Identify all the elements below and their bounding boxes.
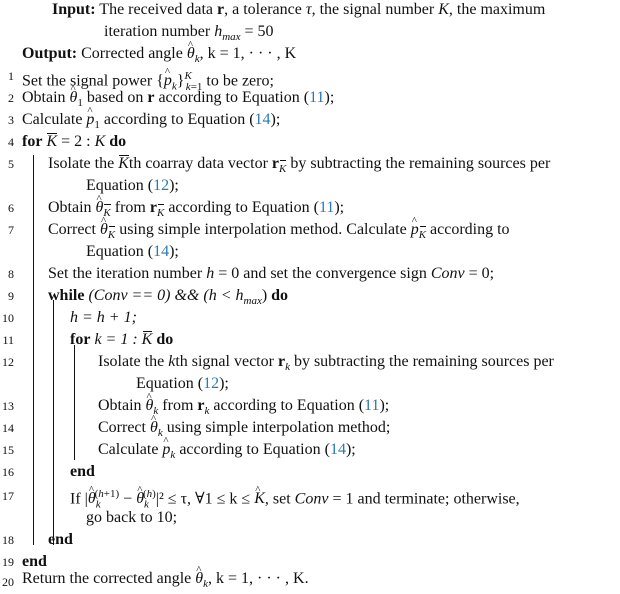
equation-link[interactable]: 14 — [254, 111, 271, 128]
line-number: 12 — [2, 355, 14, 369]
algo-line-19: end — [22, 553, 47, 570]
equation-link[interactable]: 12 — [203, 375, 220, 392]
equation-link[interactable]: 14 — [329, 441, 346, 458]
for-block-bar — [33, 155, 34, 545]
line-number: 8 — [8, 267, 14, 281]
algo-line-7b: Equation (14); — [86, 243, 179, 260]
algo-line-3: Calculate ^ $p_1$ according to Equation (14); — [22, 110, 280, 135]
line-number: 20 — [2, 575, 14, 589]
line-number: 18 — [2, 533, 14, 547]
line-number: 17 — [2, 489, 14, 503]
equation-link[interactable]: 11 — [309, 89, 325, 106]
equation-link[interactable]: 11 — [318, 199, 335, 216]
algo-line-4: for K = 2 : K do — [22, 133, 127, 150]
algo-line-10: h = h + 1; — [70, 309, 137, 326]
equation-link[interactable]: 12 — [153, 177, 170, 194]
input-line: Input: The received data r, a tolerance τ, the signal number K, the maximum — [52, 1, 546, 18]
line-number: 11 — [2, 333, 14, 347]
line-number: 1 — [8, 69, 14, 83]
algo-line-7: Correct ^ $\theta_K$ using simple interpolation method. Calculate ^ $p_K$ according to — [48, 220, 510, 245]
line-number: 9 — [8, 289, 14, 303]
line-number: 10 — [2, 311, 14, 325]
algo-line-1: Set the signal power {^ $p_k\}^K_{k=1}$ to be zero; — [22, 66, 274, 97]
algo-line-5: Isolate the Kth coarray data vector $r_K$ by subtracting the remaining sources per — [48, 154, 550, 179]
algo-line-13: Obtain ^ $\theta_k$ from $r_k$ according to Equation (11); — [98, 396, 389, 421]
while-block-bar — [53, 300, 54, 545]
line-number: 2 — [8, 91, 14, 105]
input-label: Input: — [52, 1, 96, 18]
algo-line-12: Isolate the kth signal vector $r_k$ by subtracting the remaining sources per — [98, 353, 554, 374]
algo-line-5b: Equation (12); — [86, 177, 179, 194]
line-number: 16 — [2, 465, 14, 479]
algo-line-17b: go back to 10; — [86, 509, 178, 526]
inner-for-block-bar — [74, 345, 75, 460]
line-number: 7 — [8, 223, 14, 237]
line-number: 15 — [2, 443, 14, 457]
algo-line-12b: Equation (12); — [136, 375, 229, 392]
output-label: Output: — [22, 45, 78, 62]
line-number: 6 — [8, 201, 14, 215]
line-number: 5 — [8, 157, 14, 171]
algo-line-14: Correct ^ $\theta_k$ using simple interpolation method; — [98, 418, 390, 443]
line-number: 14 — [2, 421, 14, 435]
algo-line-15: Calculate ^ $p_k$ according to Equation (14); — [98, 440, 356, 465]
algo-line-6: Obtain ^ $\theta_K$ from $r_K$ according to Equation (11); — [48, 198, 344, 223]
line-number: 13 — [2, 399, 14, 413]
algo-line-20: Return the corrected angle ^ $\theta_k$, k = 1, · · · , K. — [22, 569, 309, 594]
algo-line-2: Obtain ^ $\theta_1$ based on r according to Equation (11); — [22, 88, 334, 113]
line-number: 19 — [2, 555, 14, 569]
line-number: 4 — [8, 135, 14, 149]
algo-line-16: end — [70, 463, 95, 480]
algo-line-18: end — [48, 531, 73, 548]
algo-line-11: for k = 1 : K do — [70, 331, 174, 348]
equation-link[interactable]: 11 — [364, 397, 380, 414]
algo-line-9: while (Conv == 0) && $(h < h_{max})$ do — [48, 287, 289, 308]
algo-line-17: If |^ $\theta_k^{(h+1)}$ − ^ $\theta_k^{(h)}|^2 \le \tau$, ∀1 ≤ k ≤ ^ K, set Conv = 1 and terminate; otherwise, — [70, 484, 520, 515]
equation-link[interactable]: 14 — [153, 243, 170, 260]
input-line-2: iteration number $h_{max} = 50$ — [104, 23, 274, 44]
line-number: 3 — [8, 113, 14, 127]
algo-line-8: Set the iteration number h = 0 and set the convergence sign Conv = 0; — [48, 265, 495, 282]
output-line: Output: Corrected angle ^ $\theta_k$, k = 1, · · · , K — [22, 44, 296, 69]
